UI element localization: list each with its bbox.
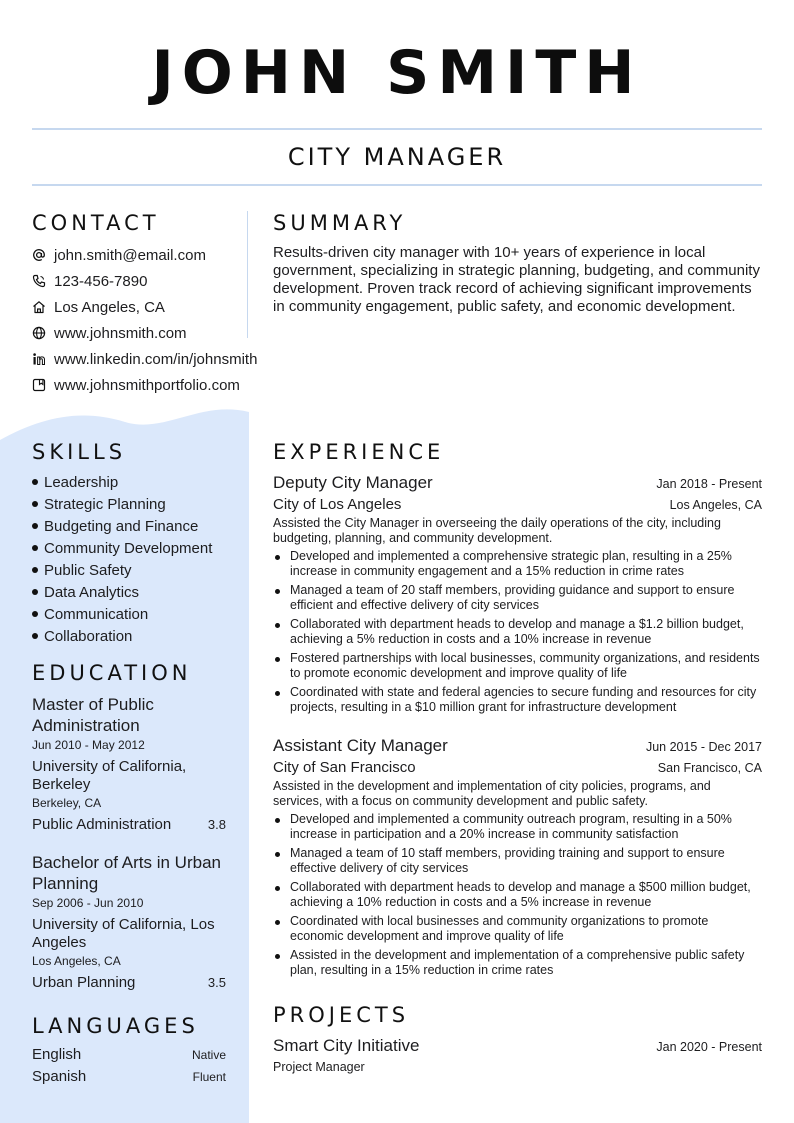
job-achievements: [273, 812, 762, 978]
skills-list: [32, 471, 242, 647]
achievement-item: Developed and implemented a community outreach program, resulting in a 50% increase in participation and a 20% increase in community satisfaction: [273, 812, 762, 842]
skill-item: Strategic Planning: [32, 493, 242, 515]
school-location: Los Angeles, CA: [32, 954, 121, 968]
degree-title: Master of Public Administration: [32, 695, 154, 735]
header-divider-top: [32, 128, 762, 130]
job-description: Assisted the City Manager in overseeing the daily operations of the city, including budgeting, planning, and community development.: [273, 516, 721, 545]
job-location: San Francisco, CA: [657, 761, 762, 775]
job-organization: City of Los Angeles: [273, 496, 402, 513]
bullet-icon: [32, 589, 38, 595]
skill-item: Data Analytics: [32, 581, 242, 603]
achievement-item: Managed a team of 20 staff members, providing guidance and support to ensure efficient and effective delivery of city services: [273, 583, 762, 613]
skill-item: Public Safety: [32, 559, 242, 581]
achievement-item: Coordinated with local businesses and community organizations to promote economic development and improve quality of life: [273, 914, 762, 944]
job-achievements: [273, 549, 762, 715]
language-level: Native: [191, 1048, 226, 1062]
experience-entry: [273, 736, 762, 982]
gpa: 3.5: [207, 975, 226, 990]
linkedin-icon: [32, 352, 46, 366]
contact-portfolio[interactable]: www.johnsmithportfolio.com: [32, 372, 277, 398]
bullet-icon: [275, 555, 280, 560]
bullet-icon: [32, 545, 38, 551]
project-name: Smart City Initiative: [273, 1036, 420, 1055]
bullet-icon: [32, 611, 38, 617]
bullet-icon: [275, 623, 280, 628]
language-item: [32, 1068, 226, 1085]
achievement-item: Collaborated with department heads to develop and manage a $1.2 billion budget, achieving a 5% reduction in costs and a 10% increase in revenue: [273, 617, 762, 647]
job-location: Los Angeles, CA: [669, 498, 762, 512]
job-role: Assistant City Manager: [273, 736, 448, 755]
bullet-icon: [32, 501, 38, 507]
achievement-item: Collaborated with department heads to develop and manage a $500 million budget, achieving a 10% reduction in costs and a 5% increase in revenue: [273, 880, 762, 910]
job-organization: City of San Francisco: [273, 759, 416, 776]
project-dates: Jan 2020 - Present: [656, 1040, 762, 1054]
header-divider-bottom: [32, 184, 762, 186]
home-icon: [32, 300, 46, 314]
contact-heading: CONTACT: [32, 211, 160, 235]
bullet-icon: [32, 567, 38, 573]
job-role: Deputy City Manager: [273, 473, 433, 492]
language-name: English: [32, 1046, 82, 1063]
school-name: University of California, Berkeley: [32, 758, 187, 793]
experience-entry: [273, 473, 762, 719]
skill-item: Community Development: [32, 537, 242, 559]
phone-icon: [32, 274, 46, 288]
achievement-item: Developed and implemented a comprehensive strategic plan, resulting in a 25% increase in community engagement and a 15% reduction in crime rates: [273, 549, 762, 579]
bullet-icon: [275, 886, 280, 891]
skill-item: Leadership: [32, 471, 242, 493]
skill-item: Collaboration: [32, 625, 242, 647]
school-name: University of California, Los Angeles: [32, 916, 215, 951]
summary-heading: SUMMARY: [273, 211, 407, 235]
bullet-icon: [32, 633, 38, 639]
education-entry: [32, 694, 226, 833]
school-location: Berkeley, CA: [32, 796, 102, 810]
languages-heading: LANGUAGES: [32, 1014, 199, 1038]
language-name: Spanish: [32, 1068, 87, 1085]
gpa: 3.8: [207, 817, 226, 832]
degree-title: Bachelor of Arts in Urban Planning: [32, 853, 221, 893]
bullet-icon: [275, 954, 280, 959]
globe-icon: [32, 326, 46, 340]
achievement-item: Assisted in the development and implementation of a comprehensive public safety plan, resulting in a 15% reduction in crime rates: [273, 948, 762, 978]
candidate-name: JOHN SMITH: [151, 38, 643, 108]
education-heading: EDUCATION: [32, 661, 192, 685]
job-dates: Jun 2015 - Dec 2017: [645, 740, 762, 754]
project-entry: [273, 1036, 762, 1075]
project-role: Project Manager: [273, 1060, 365, 1074]
job-description: Assisted in the development and implementation of city policies, programs, and services, with a focus on community development and public safety.: [273, 779, 711, 808]
achievement-item: Fostered partnerships with local businesses, community organizations, and residents to promote economic development and improve quality of life: [273, 651, 762, 681]
contact-list: [32, 242, 277, 398]
bullet-icon: [275, 852, 280, 857]
education-dates: Jun 2010 - May 2012: [32, 738, 145, 752]
field-of-study: Urban Planning: [32, 974, 136, 991]
contact-phone[interactable]: 123-456-7890: [32, 268, 277, 294]
language-level: Fluent: [192, 1070, 226, 1084]
bullet-icon: [275, 589, 280, 594]
candidate-title: CITY MANAGER: [287, 143, 507, 171]
projects-heading: PROJECTS: [273, 1003, 410, 1027]
skill-item: Budgeting and Finance: [32, 515, 242, 537]
education-dates: Sep 2006 - Jun 2010: [32, 896, 144, 910]
contact-website[interactable]: www.johnsmith.com: [32, 320, 277, 346]
bullet-icon: [32, 523, 38, 529]
bullet-icon: [275, 657, 280, 662]
summary-text: Results-driven city manager with 10+ years of experience in local government, specializing in strategic planning, budgeting, and community development. Proven track record of achieving significant improvements in community engagement, public safety, and economic development.: [273, 244, 760, 315]
field-of-study: Public Administration: [32, 816, 172, 833]
bullet-icon: [275, 691, 280, 696]
contact-linkedin[interactable]: www.linkedin.com/in/johnsmith: [32, 346, 277, 372]
bullet-icon: [275, 920, 280, 925]
at-icon: [32, 248, 46, 262]
bullet-icon: [275, 818, 280, 823]
language-item: [32, 1046, 226, 1063]
achievement-item: Managed a team of 10 staff members, providing training and support to ensure effective delivery of city services: [273, 846, 762, 876]
achievement-item: Coordinated with state and federal agencies to secure funding and resources for city projects, resulting in a $10 million grant for infrastructure development: [273, 685, 762, 715]
skill-item: Communication: [32, 603, 242, 625]
contact-email[interactable]: john.smith@email.com: [32, 242, 277, 268]
education-entry: [32, 852, 226, 991]
job-dates: Jan 2018 - Present: [656, 477, 762, 491]
bullet-icon: [32, 479, 38, 485]
skills-heading: SKILLS: [32, 440, 127, 464]
portfolio-icon: [32, 378, 46, 392]
contact-location: Los Angeles, CA: [32, 294, 277, 320]
experience-heading: EXPERIENCE: [273, 440, 445, 464]
